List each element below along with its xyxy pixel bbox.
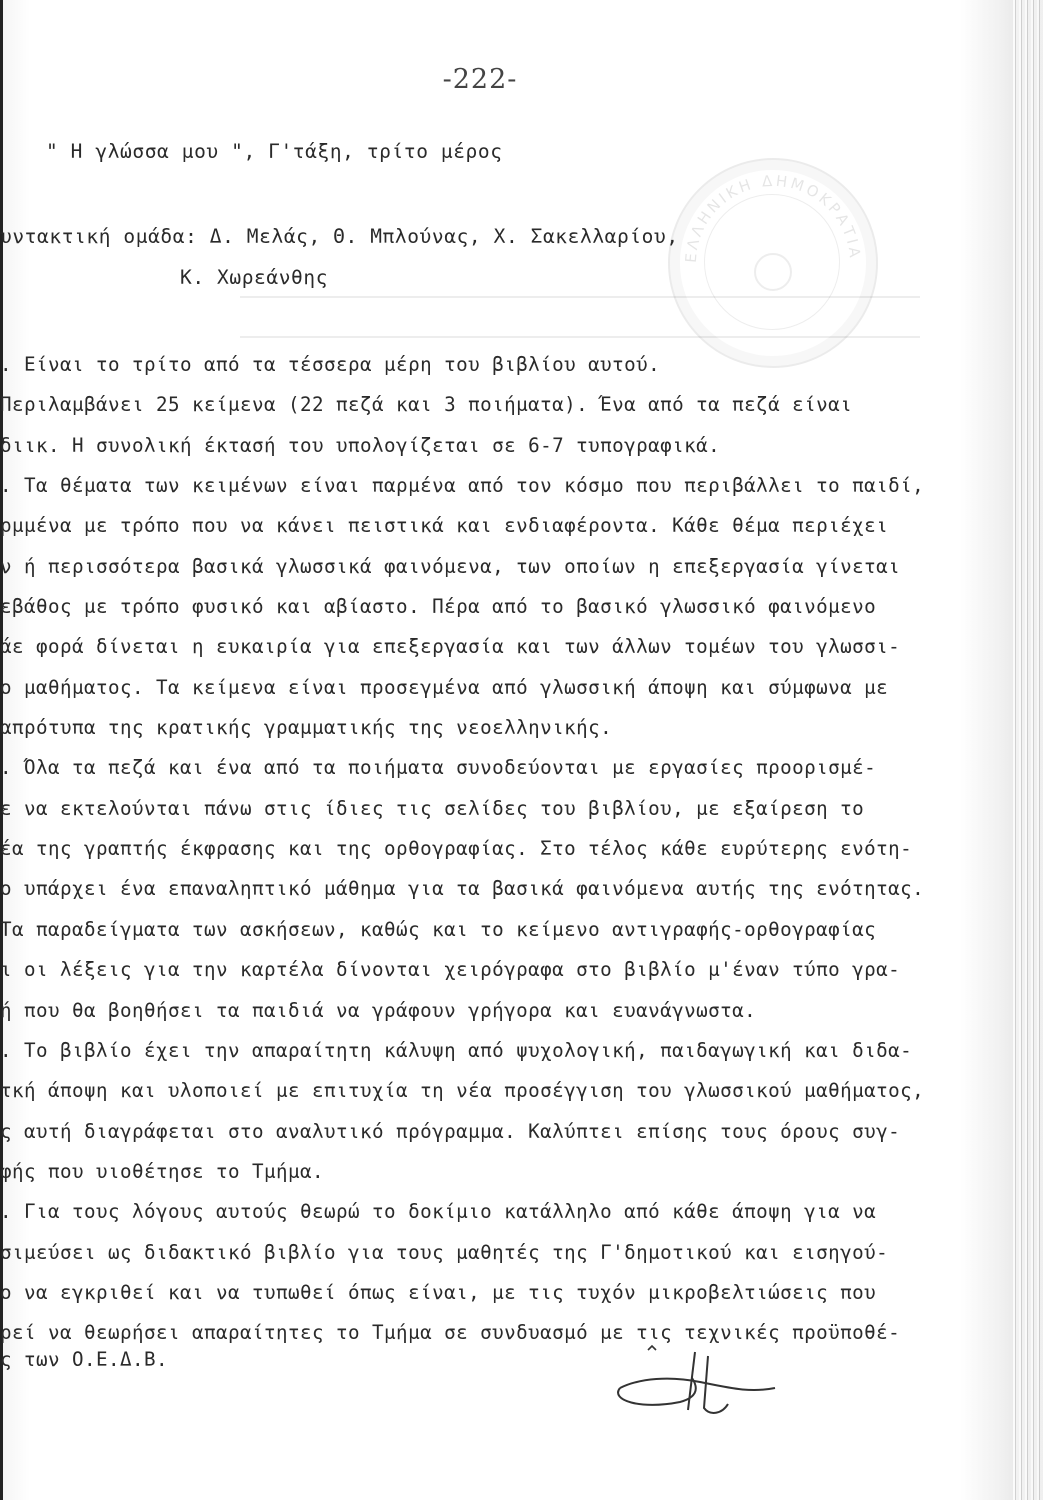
body-text-line: ο να εγκριθεί και να τυπωθεί όπως είναι, με τις τυχόν μικροβελτιώσεις που (0, 1280, 877, 1304)
page-number: -222- (442, 64, 518, 95)
body-text-line: Περιλαμβάνει 25 κείμενα (22 πεζά και 3 ποιήματα). Ένα από τα πεζά είναι (0, 393, 853, 417)
body-text-line: . Το βιβλίο έχει την απαραίτητη κάλυψη από ψυχολογική, παιδαγωγική και διδα- (0, 1038, 913, 1062)
body-text-line: ς αυτή διαγράφεται στο αναλυτικό πρόγραμμα. Καλύπτει επίσης τους όρους συγ- (0, 1119, 901, 1143)
body-text-line: ο υπάρχει ένα επαναληπτικό μάθημα για τα βασικά φαινόμενα αυτής της ενότητας. (0, 877, 925, 901)
closing-line: ς των Ο.Ε.Δ.Β. (0, 1348, 169, 1371)
body-text-line: άε φορά δίνεται η ευκαιρία για επεξεργασία και των άλλων τομέων του γλωσσι- (0, 635, 901, 659)
body-text-line: ρμμένα με τρόπο που να κάνει πειστικά και ενδιαφέροντα. Κάθε θέμα περιέχει (0, 514, 889, 538)
body-text-line: . Τα θέματα των κειμένων είναι παρμένα από τον κόσμο που περιβάλλει το παιδί, (0, 474, 925, 498)
committee-line: υντακτική ομάδα: Δ. Μελάς, Θ. Μπλούνας, Χ. Σακελλαρίου, (0, 225, 679, 248)
body-text-line: . Είναι το τρίτο από τα τέσσερα μέρη του βιβλίου αυτού. (0, 353, 661, 376)
body-text-line: ρεί να θεωρήσει απαραίτητες το Τμήμα σε συνδυασμό με τις τεχνικές προϋποθέ- (0, 1321, 901, 1345)
handwritten-signature (600, 1338, 790, 1428)
page-binding-edge (1013, 0, 1043, 1500)
committee-line-continued: Κ. Χωρεάνθης (180, 266, 329, 289)
body-text-line: . Για τους λόγους αυτούς θεωρώ το δοκίμιο κατάλληλο από κάθε άποψη για να (0, 1200, 877, 1224)
body-text-line: τκή άποψη και υλοποιεί με επιτυχία τη νέα προσέγγιση του γλωσσικού μαθήματος, (0, 1079, 925, 1103)
body-text-line: εβάθος με τρόπο φυσικό και αβίαστο. Πέρα από το βασικό γλωσσικό φαινόμενο (0, 595, 877, 619)
official-stamp (668, 158, 878, 368)
svg-text:ΕΛΛΗΝΙΚΗ ΔΗΜΟΚΡΑΤΙΑ (682, 172, 864, 264)
body-text-line: . Όλα τα πεζά και ένα από τα ποιήματα συνοδεύονται με εργασίες προορισμέ- (0, 756, 877, 780)
body-text-line: ή που θα βοηθήσει τα παιδιά να γράφουν γρήγορα και ευανάγνωστα. (0, 998, 757, 1022)
stamp-emblem-icon (670, 160, 876, 366)
body-text-line: ν ή περισσότερα βασικά γλωσσικά φαινόμενα, των οποίων η επεξεργασία γίνεται (0, 554, 901, 578)
body-text-line: Τα παραδείγματα των ασκήσεων, καθώς και το κείμενο αντιγραφής-ορθογραφίας (0, 917, 877, 941)
body-text-line: ε να εκτελούνται πάνω στις ίδιες τις σελίδες του βιβλίου, με εξαίρεση το (0, 796, 865, 820)
stamp-lettering: ΕΛΛΗΝΙΚΗ ΔΗΜΟΚΡΑΤΙΑ (681, 171, 865, 264)
body-text-line: ι οι λέξεις για την καρτέλα δίνονται χειρόγραφα στο βιβλίο μ'έναν τύπο γρα- (0, 958, 901, 982)
body-text-line: διικ. Η συνολική έκτασή του υπολογίζεται σε 6-7 τυπογραφικά. (0, 433, 721, 457)
body-text-line: απρότυπα της κρατικής γραμματικής της νεοελληνικής. (0, 716, 613, 740)
report-body (0, 345, 960, 1354)
body-text-line: ο μαθήματος. Τα κείμενα είναι προσεγμένα από γλωσσική άποψη και σύμφωνα με (0, 675, 889, 699)
body-text-line: σιμεύσει ως διδακτικό βιβλίο για τους μαθητές της Γ'δημοτικού και εισηγού- (0, 1240, 889, 1264)
body-text-line: φής που υιοθέτησε το Τμήμα. (0, 1159, 325, 1183)
document-title: " Η γλώσσα μου ", Γ'τάξη, τρίτο μέρος (46, 140, 503, 163)
body-text-line: έα της γραπτής έκφρασης και της ορθογραφίας. Στο τέλος κάθε ευρύτερης ενότη- (0, 837, 913, 861)
